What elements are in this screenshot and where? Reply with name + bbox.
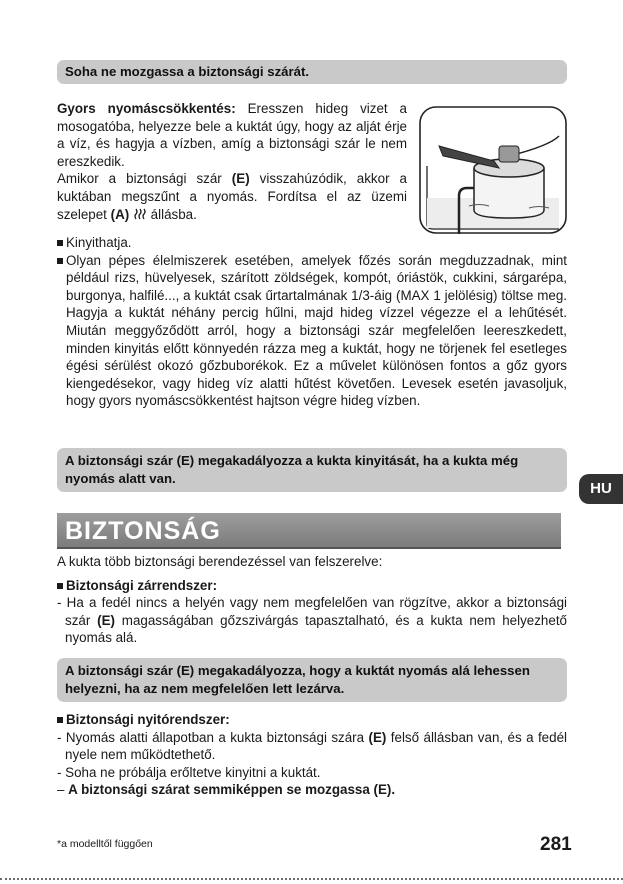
open-dash: – (57, 782, 69, 798)
warning-bar-top (57, 60, 567, 84)
open-item-3 (57, 781, 567, 799)
open-text-1: - Nyomás alatti állapotban a kukta biztonsági szára (57, 729, 369, 745)
open-heading-text: Biztonsági nyitórendszer: (66, 712, 230, 727)
stem-text-3: állásba. (150, 206, 197, 222)
list-item (57, 252, 567, 410)
valve-ref-a: (A) (110, 206, 130, 222)
lock-description (57, 594, 567, 647)
safety-intro: A kukta több biztonsági berendezéssel van felszerelve: (57, 554, 383, 569)
stem-text-1: Amikor a biztonsági szár (57, 171, 232, 187)
list-item (57, 234, 567, 252)
stem-text-2: visszahúzódik, akkor a kuktában megszűnt a nyomás. Fordítsa el az üzemi szelepet (57, 171, 407, 222)
page-number: 281 (540, 834, 572, 855)
steam-icon (133, 207, 151, 222)
quick-release-bullets (57, 234, 567, 410)
bottom-dotted-rule (0, 878, 623, 880)
open-heading (57, 711, 567, 729)
list-item-text: Olyan pépes élelmiszerek esetében, amelyek főzés során megduzzadnak, mint például rizs, hüvelyesek, szárított zöldségek, kompót, óriástök, cukkini, sárgarépa, burgonya, halfilé..., a kuktát csak űrtartalmának 1/3-áig (MAX 1 jelölésig) töltse meg. Hagyja a kuktát néhány percig hűlni, majd hideg vízzel végezze el a lehűtését. Miután meggyőződött arról, hogy a biztonsági szár megfelelően leereszkedett, minden kinyitás előtt könnyedén rázza meg a kuktát, hogy ne törjenek fel esetleges égési sérülést okozó gőzbuborékok. Ez a művelet különösen fontos a gőz gyors kiengedésekor, vagy hideg víz alatti hűtést követően. Levesek esetén javasoljuk, hogy gyors nyomáscsökkentést hajtson végre hideg vízben. (66, 252, 567, 409)
lock-text-2: magasságában gőzszivárgás tapasztalható, és a kukta nem helyezhető nyomás alá. (65, 612, 567, 646)
footnote: *a modelltől függően (57, 838, 153, 850)
square-bullet-icon (57, 240, 63, 246)
warning-bar-middle (57, 448, 567, 492)
warning-bar-top-text: Soha ne mozgassa a biztonsági szárát. (65, 64, 310, 79)
open-item-2: - Soha ne próbálja erőltetve kinyitni a kuktát. (57, 764, 321, 780)
lock-heading (57, 577, 567, 595)
section-title: BIZTONSÁG (65, 517, 221, 545)
warning-bar-lower (57, 658, 567, 702)
quick-release-paragraph (57, 100, 407, 223)
stem-ref-e: (E) (231, 171, 250, 187)
square-bullet-icon (57, 583, 63, 589)
square-bullet-icon (57, 717, 63, 723)
open-text-2: felső állásban van, és a fedél nyele nem működtethető. (65, 729, 567, 763)
warning-bar-middle-text: A biztonsági szár (E) megakadályozza a kukta kinyitását, ha a kukta még nyomás alatt van. (65, 453, 519, 486)
lock-heading-text: Biztonsági zárrendszer: (66, 577, 218, 593)
square-bullet-icon (57, 258, 63, 264)
open-item-1 (57, 729, 567, 764)
cooker-in-sink-illustration (419, 106, 567, 234)
open-ref-e: (E) (368, 729, 387, 745)
warning-bar-lower-text: A biztonsági szár (E) megakadályozza, hogy a kuktát nyomás alá lehessen helyezni, ha az nem megfelelően lett lezárva. (65, 663, 530, 696)
quick-release-label: Gyors nyomáscsökkentés: (57, 101, 236, 116)
lock-text-1: - Ha a fedél nincs a helyén vagy nem megfelelően van rögzítve, akkor a biztonsági szár (57, 595, 567, 628)
quick-release-text: Eresszen hideg vizet a mosogatóba, helyezze bele a kuktát úgy, hogy az alját érje a víz, és hagyja a vízben, amíg a biztonsági szár le nem ereszkedik. (57, 101, 408, 169)
safety-intro-block (57, 553, 567, 647)
lock-ref-e: (E) (97, 612, 115, 628)
open-item-3-text: A biztonsági szárat semmiképpen se mozgassa (E). (68, 782, 396, 798)
language-tab-label: HU (590, 480, 612, 497)
list-item-text: Kinyithatja. (66, 235, 132, 250)
opening-system-block (57, 711, 567, 799)
language-tab (579, 474, 623, 504)
